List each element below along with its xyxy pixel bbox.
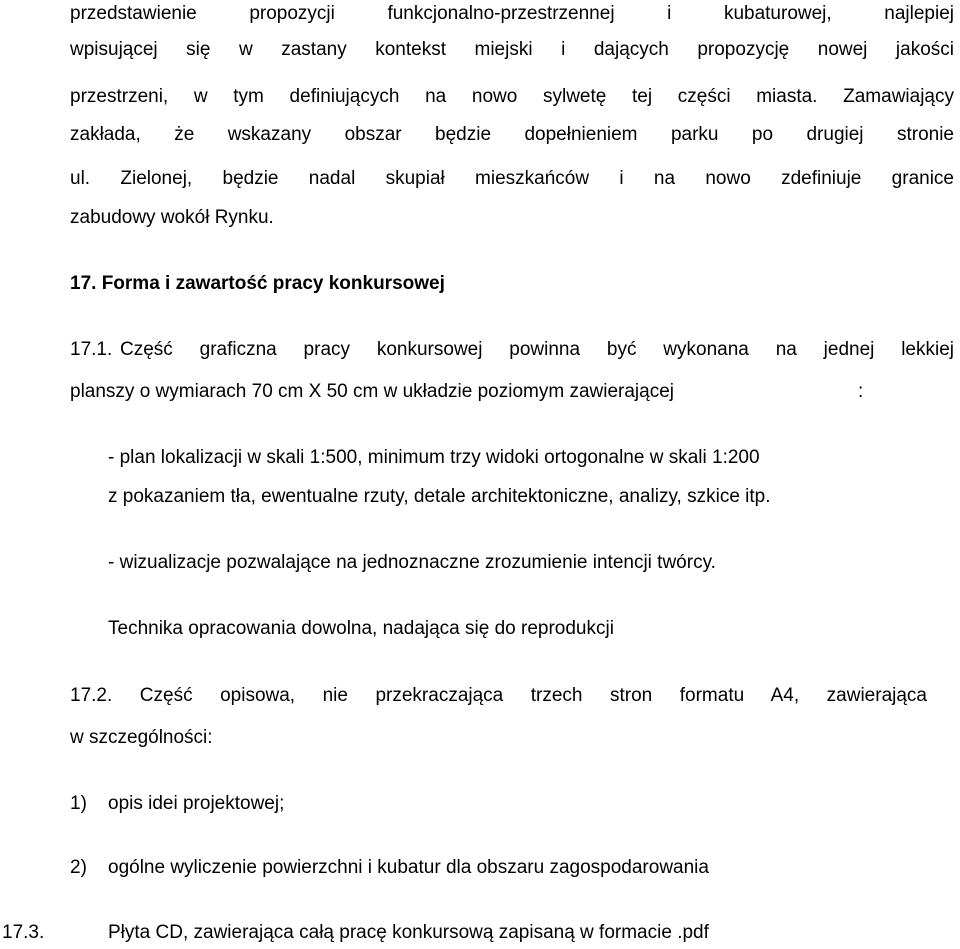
intro-line-6: zabudowy wokół Rynku. (70, 207, 274, 228)
section-17-2-line-1-text: Część opisowa, nie przekraczająca trzech stron formatu A4, zawierająca (139, 685, 927, 706)
section-17-1-line-1: Część graficzna pracy konkursowej powinna być wykonana na jednej lekkiej (120, 339, 954, 360)
intro-line-5: ul. Zielonej, będzie nadal skupiał mieszkańców i na nowo zdefiniuje granice (70, 168, 954, 189)
section-17-2-number: 17.2. (70, 685, 113, 706)
section-17-3-text: Płyta CD, zawierająca całą pracę konkursową zapisaną w formacie .pdf (108, 922, 709, 943)
list-item-plan-line-2: z pokazaniem tła, ewentualne rzuty, detale architektoniczne, analizy, szkice itp. (108, 486, 771, 507)
section-17-3-number: 17.3. (2, 922, 45, 943)
intro-line-3: przestrzeni, w tym definiujących na nowo sylwetę tej części miasta. Zamawiający (70, 86, 954, 107)
section-17-2-line-2: w szczególności: (70, 727, 213, 748)
section-heading: 17. Forma i zawartość pracy konkursowej (70, 273, 445, 294)
list-item-plan-line-1: - plan lokalizacji w skali 1:500, minimum trzy widoki ortogonalne w skali 1:200 (108, 447, 760, 468)
list-item-visualizations: - wizualizacje pozwalające na jednoznaczne zrozumienie intencji twórcy. (108, 552, 716, 573)
technique-note: Technika opracowania dowolna, nadająca się do reprodukcji (108, 618, 614, 639)
list-number-2: 2) (70, 857, 87, 878)
section-17-1-number: 17.1. (70, 339, 113, 360)
intro-line-4: zakłada, że wskazany obszar będzie dopełnieniem parku po drugiej stronie (70, 124, 954, 145)
intro-line-1: przedstawienie propozycji funkcjonalno-przestrzennej i kubaturowej, najlepiej (70, 3, 954, 24)
list-item-idea: opis idei projektowej; (108, 793, 285, 814)
list-item-area-calc: ogólne wyliczenie powierzchni i kubatur dla obszaru zagospodarowania (108, 857, 709, 878)
section-17-1-line-2: planszy o wymiarach 70 cm X 50 cm w układzie poziomym zawierającej (70, 381, 675, 402)
section-17-1-colon: : (858, 381, 864, 402)
list-number-1: 1) (70, 793, 87, 814)
intro-line-2: wpisującej się w zastany kontekst miejski i dających propozycję nowej jakości (70, 39, 954, 60)
section-17-2-line-1 (70, 684, 927, 708)
